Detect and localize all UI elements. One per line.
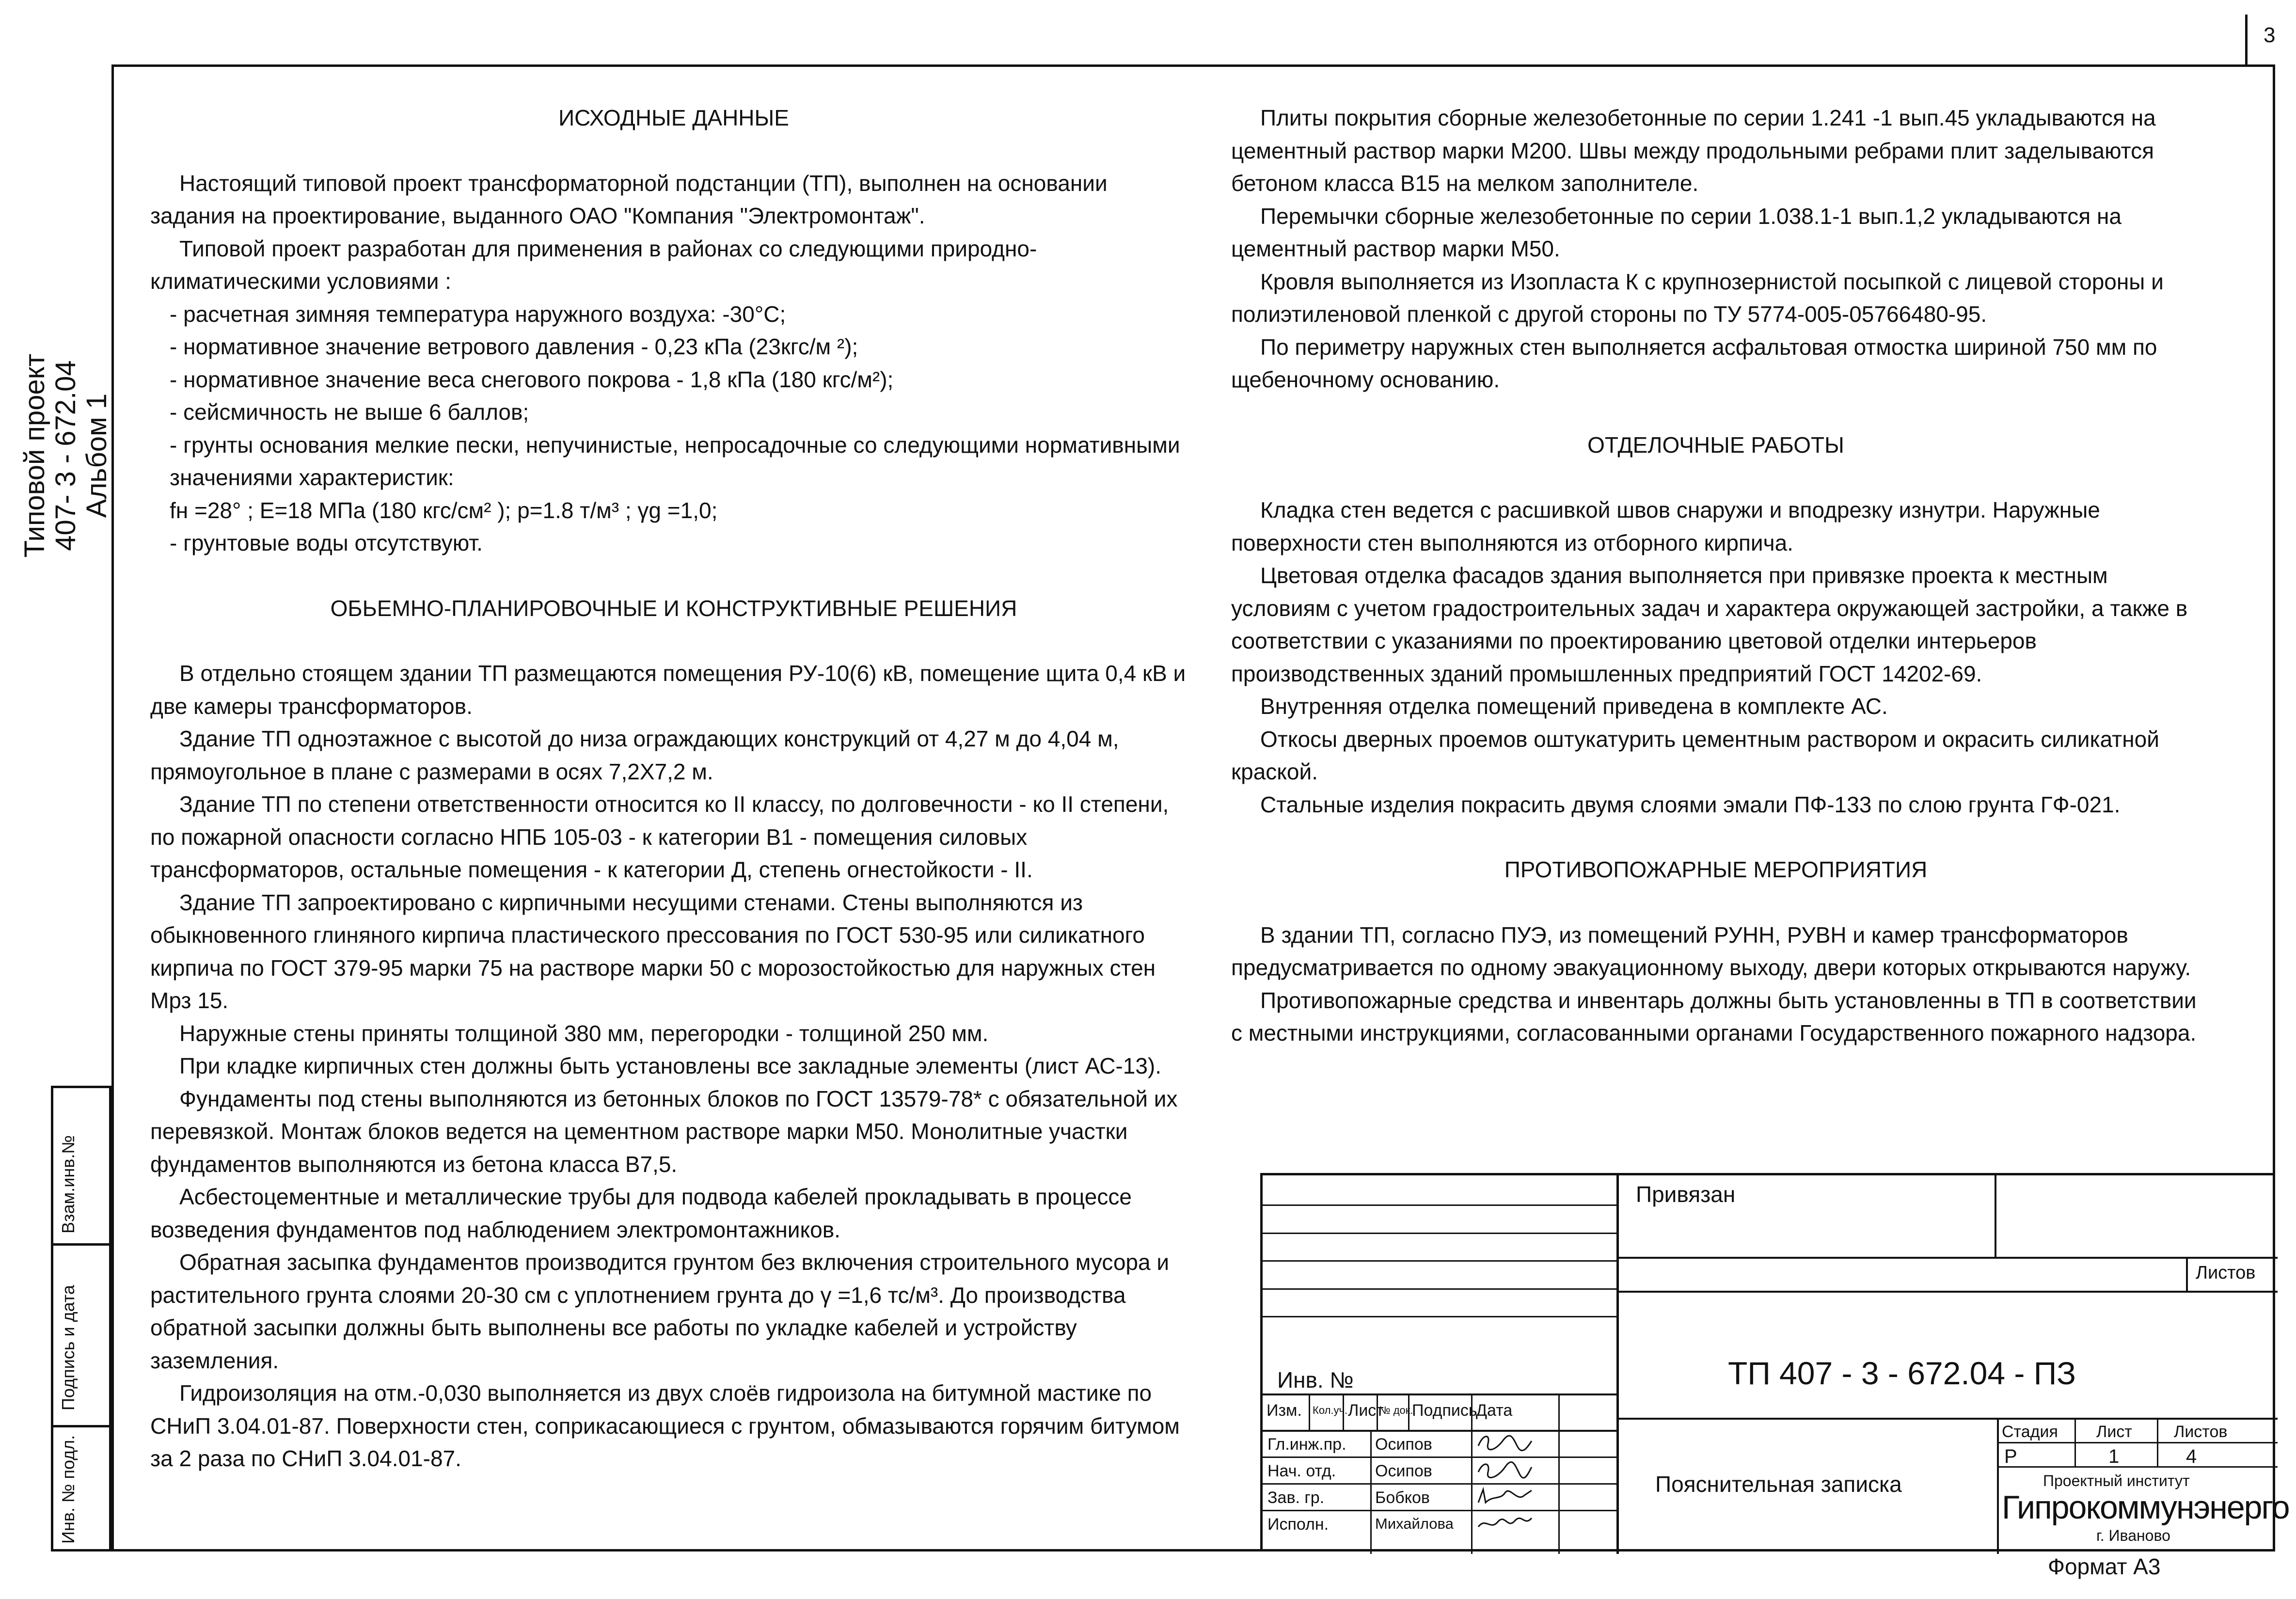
- paragraph: Обратная засыпка фундаментов производится грунтом без включения строительного мусора и растительного грунта слоями 20-30 см с уплотнением грунта до γ =1,6 тс/м³. До производства обратной засыпки должны быть выполнены все работы по укладке кабелей и устройству заземления.: [150, 1250, 1170, 1373]
- stamp-stadia-label: Стадия: [2002, 1423, 2058, 1441]
- strip-vzam-label: Взам.инв.№: [58, 1135, 78, 1234]
- stamp-stadia-value: Р: [2004, 1446, 2017, 1467]
- strip-podpis: [51, 1243, 111, 1427]
- list-item: - грунтовые воды отсутствуют.: [170, 530, 483, 555]
- strip-inv-podl: [51, 1425, 111, 1552]
- paragraph: Гидроизоляция на отм.-0,030 выполняется из двух слоёв гидроизола на битумной мастике по СНиП 3.04.01-87. Поверхности стен, соприкасающиеся с грунтом, обмазываются горячим битумом за 2 раза по СНиП 3.04.01-87.: [150, 1380, 1180, 1471]
- row-name: Осипов: [1375, 1435, 1432, 1454]
- paragraph: Откосы дверных проемов оштукатурить цементным раствором и окрасить силикатной краской.: [1231, 726, 2159, 784]
- paragraph: При кладке кирпичных стен должны быть установлены все закладные элементы (лист АС-13).: [179, 1053, 1161, 1078]
- signature-icon: [1476, 1458, 1534, 1480]
- strip-podpis-label: Подпись и дата: [58, 1285, 78, 1410]
- side-title: [19, 330, 112, 582]
- paragraph: Здание ТП по степени ответственности относится ко II классу, по долговечности - ко II степени, по пожарной опасности согласно НПБ 105-03 - к категории В1 - помещения силовых трансформаторов, остальные помещения - к категории Д, степень огнестойкости - II.: [150, 792, 1169, 882]
- paragraph: Настоящий типовой проект трансформаторной подстанции (ТП), выполнен на основании задания на проектирование, выданного ОАО "Компания "Электромонтаж".: [150, 170, 1108, 228]
- heading-finishing: ОТДЕЛОЧНЫЕ РАБОТЫ: [1587, 432, 1844, 458]
- stamp-institute-name: Гипрокоммунэнерго: [2002, 1489, 2289, 1526]
- heading-fire-safety: ПРОТИВОПОЖАРНЫЕ МЕРОПРИЯТИЯ: [1504, 857, 1928, 882]
- paragraph: Фундаменты под стены выполняются из бетонных блоков по ГОСТ 13579-78* с обязательной их перевязкой. Монтаж блоков ведется на цементном растворе марки М50. Монолитные участки фундаментов выполняются из бетона класса В7,5.: [150, 1086, 1178, 1177]
- right-column: [1231, 102, 2201, 1050]
- paragraph: В здании ТП, согласно ПУЭ, из помещений РУНН, РУВН и камер трансформаторов предусматривается по одному эвакуационному выходу, двери которых открываются наружу.: [1231, 922, 2191, 980]
- paragraph: Здание ТП одноэтажное с высотой до низа ограждающих конструкций от 4,27 м до 4,04 м, прямоугольное в плане с размерами в осях 7,2Х7,2 м.: [150, 726, 1119, 784]
- row-role: Нач. отд.: [1267, 1462, 1336, 1480]
- paragraph: В отдельно стоящем здании ТП размещаются помещения РУ-10(6) кВ, помещение щита 0,4 кВ и две камеры трансформаторов.: [150, 661, 1186, 719]
- list-item: - грунты основания мелкие пески, непучинистые, непросадочные со следующими нормативными значениями характеристик:: [170, 432, 1180, 490]
- paragraph: Внутренняя отделка помещений приведена в комплекте АС.: [1260, 694, 1888, 719]
- row-name: Михайлова: [1375, 1515, 1454, 1532]
- signature-icon: [1476, 1486, 1534, 1507]
- hdr-list: Лист: [1348, 1401, 1384, 1420]
- stamp-institute-caption: Проектный институт: [2043, 1472, 2190, 1489]
- paragraph: Кровля выполняется из Изопласта К с крупнозернистой посыпкой с лицевой стороны и полиэтиленовой пленкой с другой стороны по ТУ 5774-005-05766480-95.: [1231, 269, 2164, 327]
- stamp-inv-no: Инв. №: [1277, 1367, 1354, 1393]
- stamp-list-value: 1: [2108, 1446, 2120, 1467]
- row-name: Осипов: [1375, 1462, 1432, 1480]
- row-role: Зав. гр.: [1267, 1488, 1325, 1507]
- row-name: Бобков: [1375, 1488, 1430, 1507]
- side-title-line3: Альбом 1: [81, 393, 112, 518]
- paragraph: Стальные изделия покрасить двумя слоями эмали ПФ-133 по слою грунта ГФ-021.: [1260, 792, 2121, 817]
- paragraph: Противопожарные средства и инвентарь должны быть установленны в ТП в соответствии с местными инструкциями, согласованными органами Государственного пожарного надзора.: [1231, 987, 2197, 1045]
- stamp-list-label: Лист: [2096, 1423, 2132, 1441]
- title-block: [1260, 1173, 2289, 1552]
- side-title-line2: 407- 3 - 672.04: [50, 360, 81, 551]
- stamp-doc-code: ТП 407 - 3 - 672.04 - ПЗ: [1728, 1355, 2076, 1391]
- list-item: - нормативное значение веса снегового покрова - 1,8 кПа (180 кгс/м²);: [170, 366, 894, 392]
- left-column: [150, 102, 1197, 1475]
- list-item-formula: fн =28° ; Е=18 МПа (180 кгс/см² ); р=1.8 т/м³ ; γg =1,0;: [170, 497, 718, 523]
- paragraph: Цветовая отделка фасадов здания выполняется при привязке проекта к местным условиям с учетом градостроительных задач и характера окружающей застройки, а также в соответствии с указаниями по проектированию цветовой отделки интерьеров производственных зданий промышленных предприятий ГОСТ 14202-69.: [1231, 563, 2188, 686]
- paragraph: Кладка стен ведется с расшивкой швов снаружи и вподрезку изнутри. Наружные поверхности стен выполняются из отборного кирпича.: [1231, 497, 2100, 555]
- paragraph: Типовой проект разработан для применения в районах со следующими природно-климатическими условиями :: [150, 236, 1037, 294]
- paragraph: Здание ТП запроектировано с кирпичными несущими стенами. Стены выполняются из обыкновенного глиняного кирпича пластического прессования по ГОСТ 530-95 или силикатного кирпича по ГОСТ 379-95 марки 75 на растворе марки 50 с морозостойкостью для наружных стен Мрз 15.: [150, 889, 1156, 1013]
- stamp-listov-label: Листов: [2174, 1423, 2228, 1441]
- paragraph: Плиты покрытия сборные железобетонные по серии 1.241 -1 вып.45 укладываются на цементный раствор марки М200. Швы между продольными ребрами плит заделываются бетоном класса В15 на мелком заполнителе.: [1231, 105, 2156, 196]
- list-item: - сейсмичность не выше 6 баллов;: [170, 399, 529, 425]
- hdr-data: Дата: [1476, 1401, 1513, 1420]
- row-role: Гл.инж.пр.: [1267, 1435, 1346, 1454]
- stamp-doc-title: Пояснительная записка: [1655, 1472, 1902, 1497]
- stamp-listov-top: Листов: [2196, 1263, 2256, 1283]
- row-role: Исполн.: [1267, 1515, 1329, 1534]
- stamp-listov-value: 4: [2186, 1446, 2197, 1467]
- heading-planning: ОБЬЕМНО-ПЛАНИРОВОЧНЫЕ И КОНСТРУКТИВНЫЕ РЕШЕНИЯ: [330, 595, 1017, 621]
- paragraph: Перемычки сборные железобетонные по серии 1.038.1-1 вып.1,2 укладываются на цементный раствор марки М50.: [1231, 203, 2122, 261]
- paragraph: Асбестоцементные и металлические трубы для подвода кабелей прокладывать в процессе возведения фундаментов под наблюдением электромонтажников.: [150, 1184, 1132, 1242]
- hdr-izm: Изм.: [1267, 1401, 1302, 1420]
- paragraph: По периметру наружных стен выполняется асфальтовая отмостка шириной 750 мм по щебеночному основанию.: [1231, 334, 2157, 392]
- paragraph: Наружные стены приняты толщиной 380 мм, перегородки - толщиной 250 мм.: [179, 1020, 989, 1046]
- heading-source-data: ИСХОДНЫЕ ДАННЫЕ: [558, 105, 789, 130]
- hdr-podpis: Подпись: [1412, 1401, 1477, 1420]
- stamp-city: г. Иваново: [2096, 1527, 2170, 1544]
- list-item: - нормативное значение ветрового давления - 0,23 кПа (23кгс/м ²);: [170, 334, 858, 359]
- format-label: Формат А3: [2048, 1554, 2161, 1579]
- side-title-line1: Типовой проект: [19, 353, 50, 558]
- strip-inv-podl-label: Инв. № подл.: [58, 1435, 78, 1544]
- strip-vzam: [51, 1086, 111, 1246]
- list-item: - расчетная зимняя температура наружного воздуха: -30°С;: [170, 301, 786, 327]
- signature-icon: [1476, 1431, 1534, 1453]
- page-number: 3: [2264, 23, 2276, 47]
- signature-icon: [1476, 1512, 1534, 1534]
- hdr-kol: Кол.уч.: [1313, 1404, 1348, 1416]
- stamp-privyazan: Привязан: [1636, 1182, 1736, 1207]
- hdr-ndok: № док.: [1379, 1404, 1413, 1416]
